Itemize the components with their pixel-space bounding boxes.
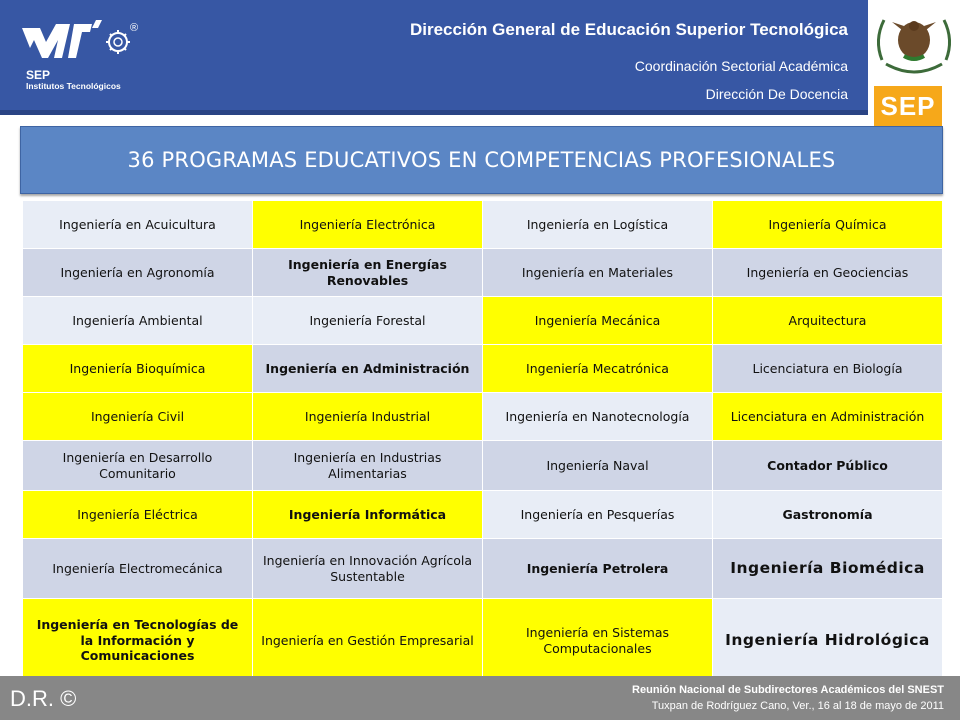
programs-banner: [20, 126, 943, 194]
header-title: Dirección General de Educación Superior Tecnológica: [409, 20, 848, 39]
table-row: [23, 345, 943, 393]
program-cell: Ingeniería Industrial: [253, 393, 483, 441]
program-cell: Licenciatura en Administración: [713, 393, 943, 441]
program-cell: Arquitectura: [713, 297, 943, 345]
program-cell: Ingeniería en Administración: [253, 345, 483, 393]
program-cell: Ingeniería Química: [713, 201, 943, 249]
sep-badge: SEP: [874, 86, 942, 126]
copyright-text: D.R. ©: [10, 686, 77, 711]
program-cell: Ingeniería en Geociencias: [713, 249, 943, 297]
header-subtitle-coordinacion: Coordinación Sectorial Académica: [634, 58, 848, 74]
table-row: [23, 491, 943, 539]
footer-event: Reunión Nacional de Subdirectores Académicos del SNEST: [632, 684, 944, 696]
program-cell: Contador Público: [713, 441, 943, 491]
program-cell: Ingeniería Electromecánica: [23, 539, 253, 599]
program-cell: Ingeniería en Agronomía: [23, 249, 253, 297]
program-cell: Ingeniería en Acuicultura: [23, 201, 253, 249]
program-cell: Gastronomía: [713, 491, 943, 539]
footer-bar: [0, 676, 960, 720]
program-cell: Ingeniería en Pesquerías: [483, 491, 713, 539]
program-cell: Ingeniería Ambiental: [23, 297, 253, 345]
header-bar: [0, 0, 868, 110]
table-row: [23, 539, 943, 599]
mexican-coat-of-arms-icon: [868, 0, 960, 86]
program-cell: Ingeniería Eléctrica: [23, 491, 253, 539]
program-cell: Ingeniería en Logística: [483, 201, 713, 249]
table-row: [23, 393, 943, 441]
program-cell: Ingeniería Petrolera: [483, 539, 713, 599]
table-row: [23, 599, 943, 683]
program-cell: Ingeniería en Tecnologías de la Información y Comunicaciones: [23, 599, 253, 683]
footer-location: Tuxpan de Rodríguez Cano, Ver., 16 al 18 de mayo de 2011: [651, 700, 944, 712]
header-divider: [0, 110, 868, 115]
program-cell: Ingeniería Biomédica: [713, 539, 943, 599]
program-cell: Ingeniería en Innovación Agrícola Sustentable: [253, 539, 483, 599]
logo-institute-text: Institutos Tecnológicos: [26, 81, 121, 91]
program-cell: Ingeniería Forestal: [253, 297, 483, 345]
program-cell: Ingeniería Mecatrónica: [483, 345, 713, 393]
logo-sep-text: SEP: [26, 68, 51, 82]
program-cell: Ingeniería en Industrias Alimentarias: [253, 441, 483, 491]
program-cell: Ingeniería Civil: [23, 393, 253, 441]
program-cell: Ingeniería en Materiales: [483, 249, 713, 297]
table-row: [23, 441, 943, 491]
program-cell: Ingeniería Electrónica: [253, 201, 483, 249]
program-cell: Ingeniería Naval: [483, 441, 713, 491]
programs-table: [22, 200, 943, 683]
program-cell: Licenciatura en Biología: [713, 345, 943, 393]
program-cell: Ingeniería en Energías Renovables: [253, 249, 483, 297]
institutos-tecnologicos-logo-icon: [18, 18, 138, 68]
program-cell: Ingeniería Bioquímica: [23, 345, 253, 393]
banner-title: 36 PROGRAMAS EDUCATIVOS EN COMPETENCIAS PROFESIONALES: [127, 148, 836, 172]
registered-mark: ®: [130, 22, 139, 34]
program-cell: Ingeniería en Sistemas Computacionales: [483, 599, 713, 683]
table-row: [23, 249, 943, 297]
table-row: [23, 297, 943, 345]
header-subtitle-direccion: Dirección De Docencia: [705, 86, 848, 102]
program-cell: Ingeniería Informática: [253, 491, 483, 539]
program-cell: Ingeniería en Nanotecnología: [483, 393, 713, 441]
table-row: [23, 201, 943, 249]
program-cell: Ingeniería Hidrológica: [713, 599, 943, 683]
program-cell: Ingeniería en Gestión Empresarial: [253, 599, 483, 683]
program-cell: Ingeniería Mecánica: [483, 297, 713, 345]
program-cell: Ingeniería en Desarrollo Comunitario: [23, 441, 253, 491]
